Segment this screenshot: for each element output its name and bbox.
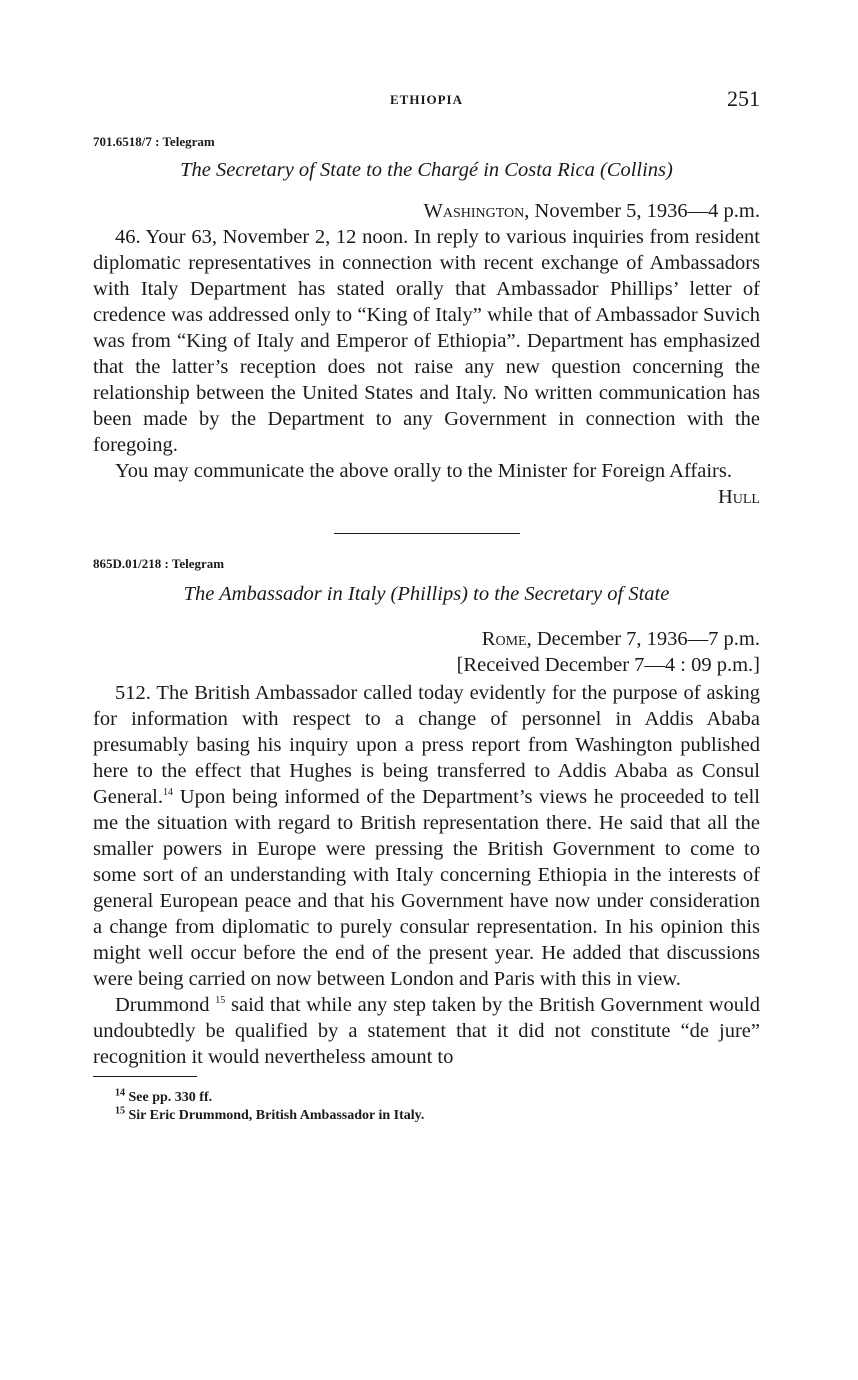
document-page <box>93 86 760 1125</box>
footnotes <box>93 1089 760 1125</box>
footnote-text: Sir Eric Drummond, British Ambassador in Italy. <box>125 1108 425 1123</box>
body-paragraph <box>93 992 760 1070</box>
document-title: The Ambassador in Italy (Phillips) to the Secretary of State <box>183 583 670 605</box>
file-reference: 701.6518/7 : Telegram <box>93 134 215 149</box>
body-paragraph: 46. Your 63, November 2, 12 noon. In reply to various inquiries from resident diplomatic representatives in connection with recent exchange of Ambassadors with Italy Department has stated orally that Ambassador Phillips’ letter of credence was addressed only to “King of Italy” while that of Ambassador Suvich was from “King of Italy and Emperor of Ethiopia”. Department has emphasized that the latter’s reception does not raise any new question concerning the relationship between the United States and Italy. No written communication has been made by the Department to any Government in connection with the foregoing. <box>93 226 760 456</box>
received-line: [Received December 7—4 : 09 p.m.] <box>456 654 760 676</box>
running-header <box>93 86 760 114</box>
footnote-ref: 15 <box>215 995 226 1007</box>
dateline-place: Washington <box>423 200 525 222</box>
dateline-date: , November 5, 1936—4 p.m. <box>524 200 760 222</box>
footnote-number: 14 <box>115 1087 125 1099</box>
paragraph-text: Upon being informed of the Department’s views he proceeded to tell me the situation with regard to British representation there. He said that all the smaller powers in Europe were pressing the British Government to come to some sort of an understanding with Italy concerning Ethiopia in the interests of general European peace and that his Government have now under consideration a change from diplomatic to purely consular representation. In his opinion this might well occur before the end of the present year. He added that discussions were being carried on now between London and Paris with this in view. <box>93 786 760 990</box>
dateline-date: , December 7, 1936—7 p.m. <box>526 628 760 650</box>
body-paragraph <box>93 680 760 992</box>
footnote-rule <box>93 1076 197 1077</box>
dateline-place: Rome <box>481 628 527 650</box>
document-title: The Secretary of State to the Chargé in Costa Rica (Collins) <box>180 159 673 181</box>
footnote-number: 15 <box>115 1105 125 1117</box>
dateline <box>93 198 760 224</box>
dateline <box>93 626 760 652</box>
footnote <box>93 1089 760 1107</box>
file-reference: 865D.01/218 : Telegram <box>93 556 225 571</box>
body-paragraph: You may communicate the above orally to the Minister for Foreign Affairs. <box>115 460 732 482</box>
footnote-ref: 14 <box>163 787 173 799</box>
page-number: 251 <box>727 86 760 111</box>
footnote <box>93 1107 760 1125</box>
running-title: ETHIOPIA <box>389 92 463 107</box>
paragraph-text: 512. The British Ambassador called today evidently for the purpose of asking for information with respect to a change of personnel in Addis Ababa presumably basing his inquiry upon a press report from Washington published here to the effect that Hughes is being transferred to Addis Ababa as Consul General. <box>93 682 760 808</box>
signature: Hull <box>717 486 760 508</box>
section-divider <box>334 533 520 534</box>
footnote-text: See pp. 330 ff. <box>125 1090 213 1105</box>
paragraph-text: said that while any step taken by the British Government would undoubtedly be qualified by a statement that it did not constitute “de jure” recognition it would nevertheless amount to <box>93 994 760 1068</box>
paragraph-text: Drummond <box>115 994 216 1016</box>
